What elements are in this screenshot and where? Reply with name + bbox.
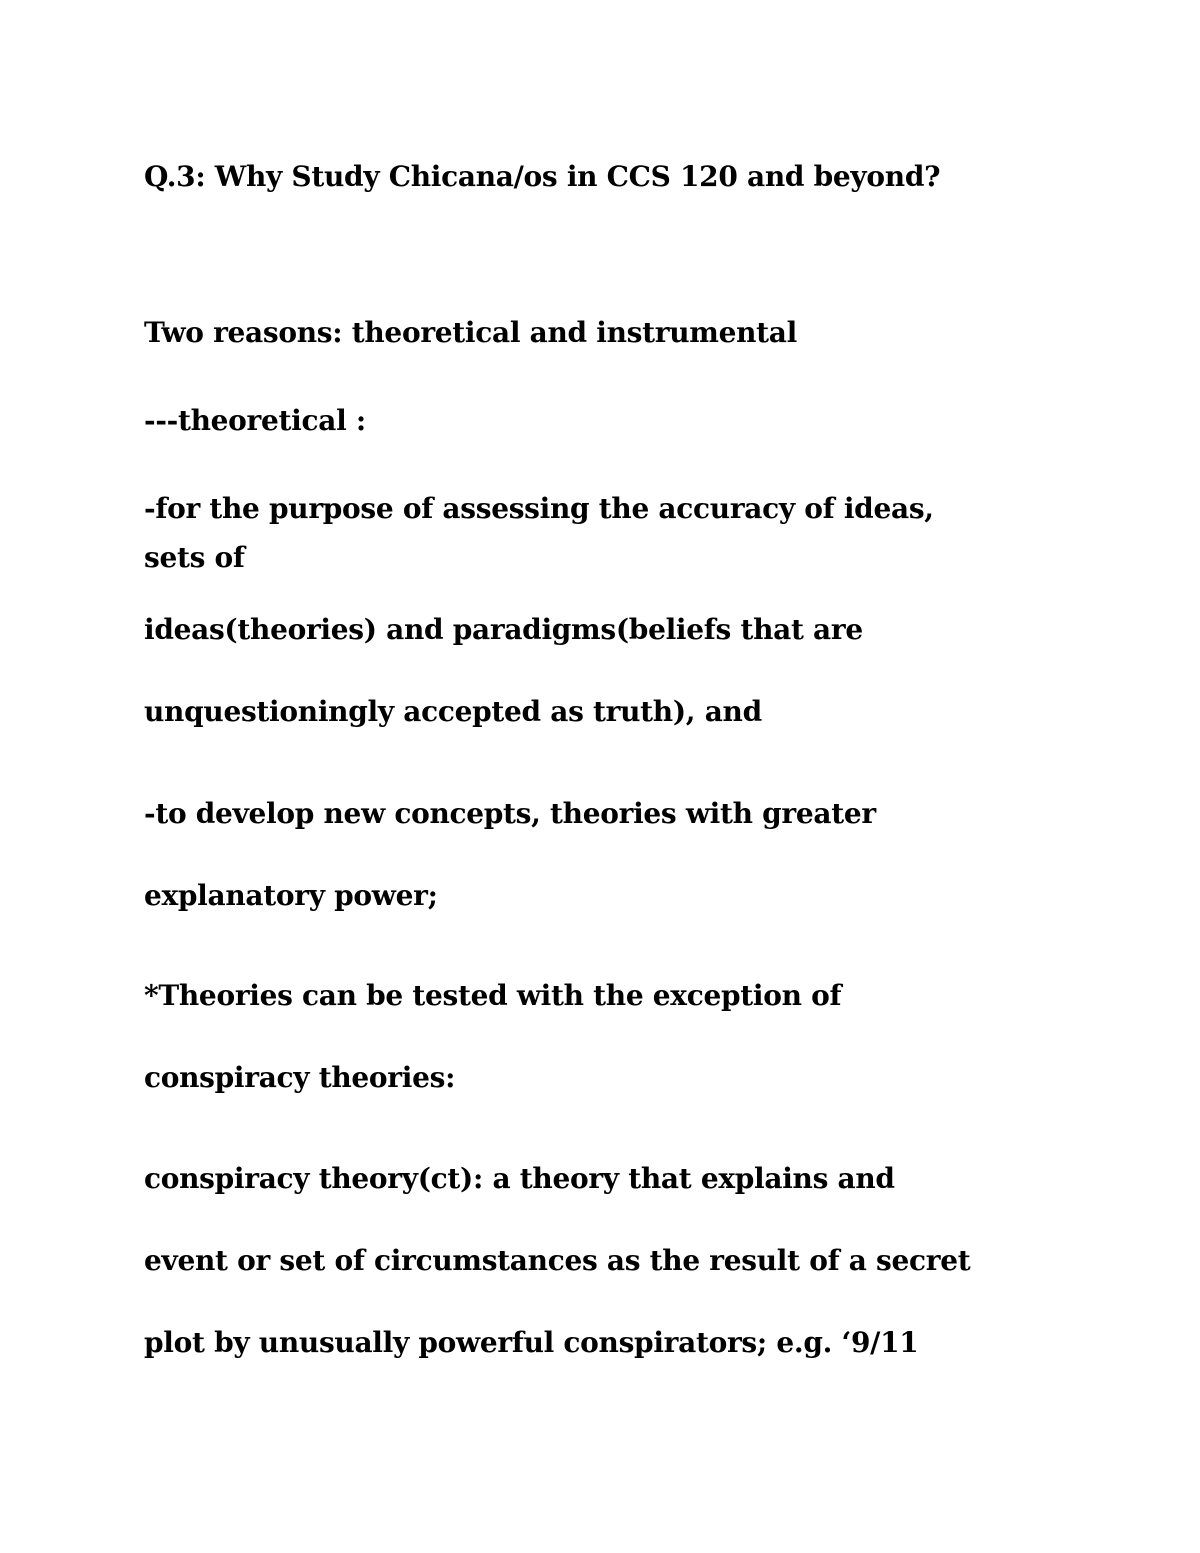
text-line: plot by unusually powerful conspirators; e.g. ‘9/11	[144, 1326, 919, 1359]
text-line: unquestioningly accepted as truth), and	[144, 695, 762, 728]
page-heading: Q.3: Why Study Chicana/os in CCS 120 and beyond?	[144, 160, 941, 193]
text-line: sets of	[144, 541, 245, 574]
text-line: -to develop new concepts, theories with greater	[144, 797, 876, 830]
text-line: ---theoretical :	[144, 404, 366, 437]
text-line: *Theories can be tested with the exception of	[144, 979, 842, 1012]
text-line: explanatory power;	[144, 879, 438, 912]
text-line: -for the purpose of assessing the accuracy of ideas,	[144, 492, 934, 525]
text-line: conspiracy theory(ct): a theory that explains and	[144, 1162, 895, 1195]
text-line: conspiracy theories:	[144, 1061, 456, 1094]
text-line: Two reasons: theoretical and instrumental	[144, 316, 797, 349]
text-line: ideas(theories) and paradigms(beliefs that are	[144, 613, 863, 646]
text-line: event or set of circumstances as the result of a secret	[144, 1244, 971, 1277]
